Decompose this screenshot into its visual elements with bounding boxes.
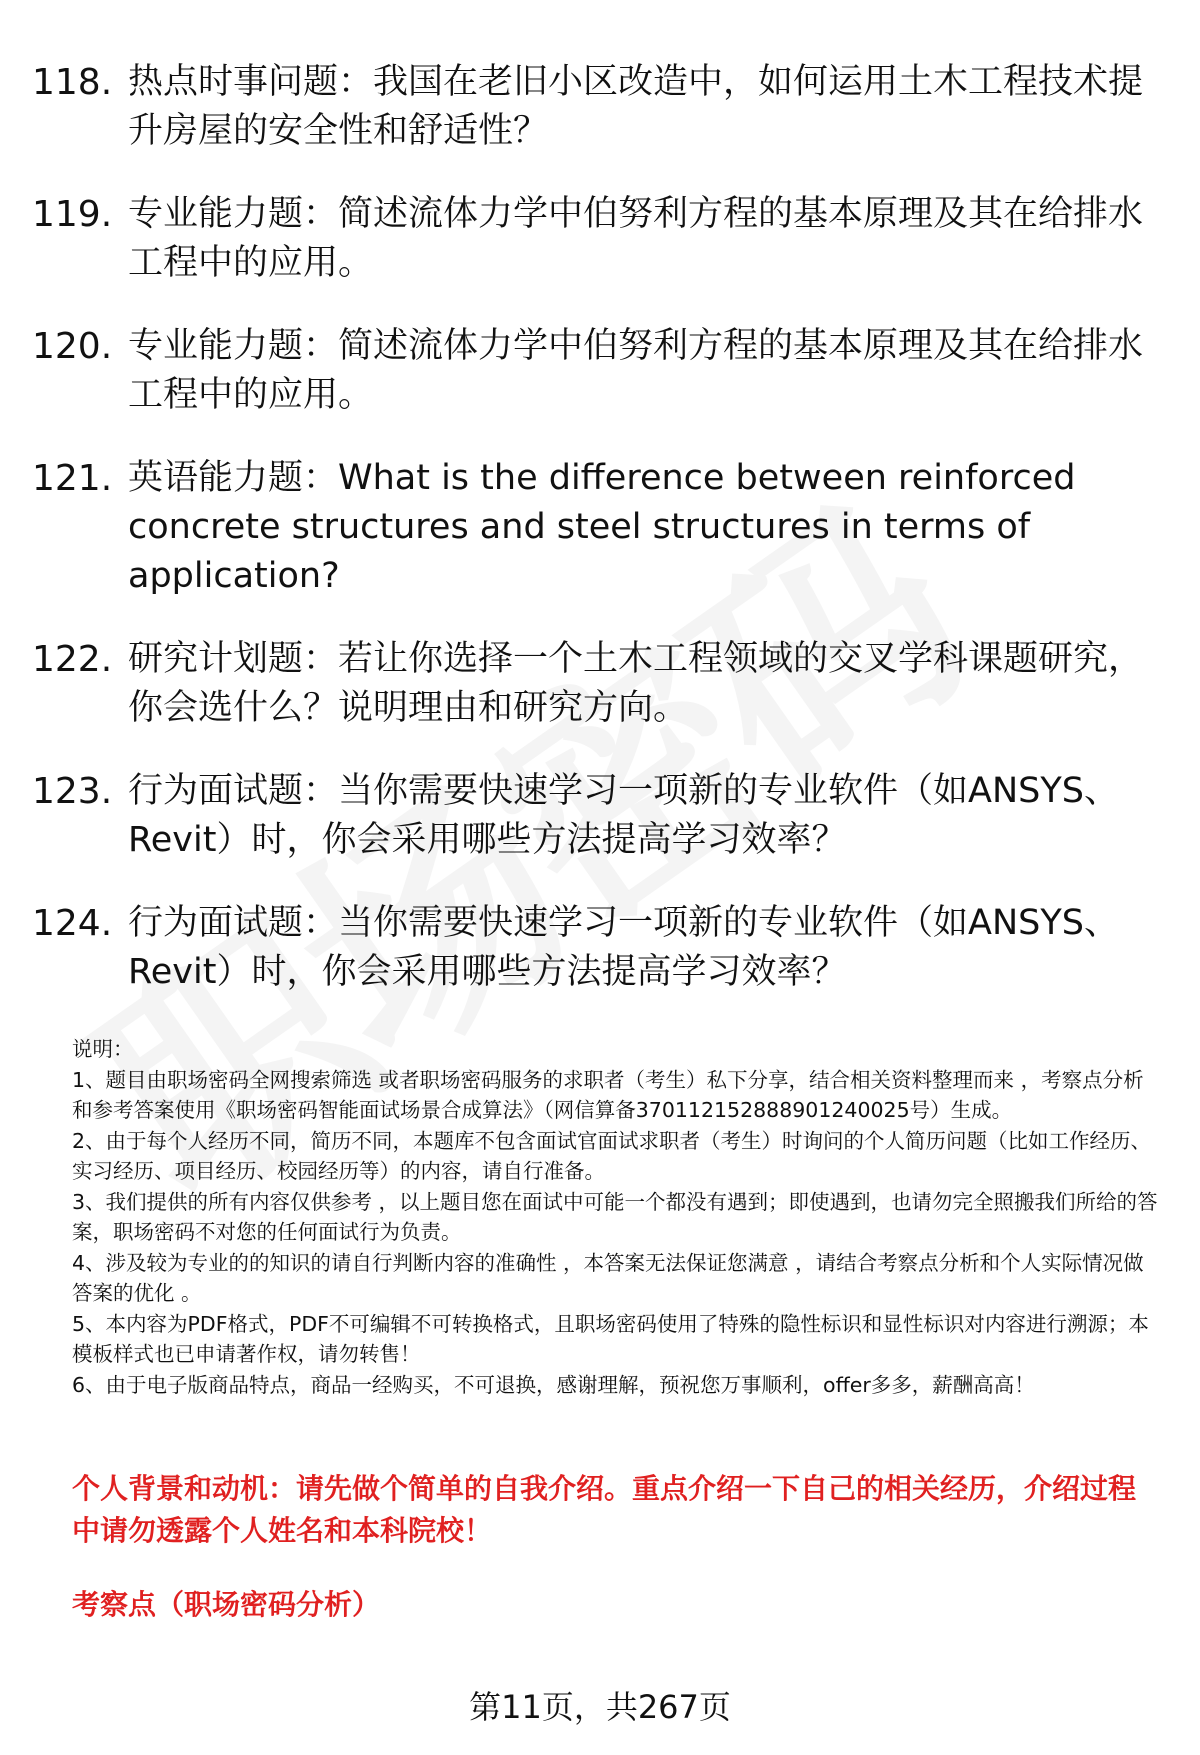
question-text: 行为面试题：当你需要快速学习一项新的专业软件（如ANSYS、Revit）时，你会采用哪些方法提高学习效率？ (128, 771, 1119, 860)
question-text: 研究计划题：若让你选择一个土木工程领域的交叉学科课题研究，你会选什么？说明理由和研究方向。 (128, 639, 1144, 728)
notes-title: 说明： (72, 1037, 134, 1061)
question-item (32, 58, 1152, 156)
question-text: 热点时事问题：我国在老旧小区改造中，如何运用土木工程技术提升房屋的安全性和舒适性？ (128, 62, 1144, 151)
note-item: 2、由于每个人经历不同，简历不同，本题库不包含面试官面试求职者（考生）时询问的个人简历问题（比如工作经历、实习经历、项目经历、校园经历等）的内容，请自行准备。 (72, 1128, 1152, 1183)
question-list (32, 58, 1152, 1031)
question-number: 118. (32, 62, 113, 103)
question-item (32, 899, 1152, 997)
question-number: 123. (32, 771, 113, 812)
note-item: 4、涉及较为专业的的知识的请自行判断内容的准确性 ，本答案无法保证您满意 ，请结合考察点分析和个人实际情况做答案的优化 。 (72, 1250, 1144, 1305)
question-number: 122. (32, 639, 113, 680)
question-item (32, 454, 1152, 601)
question-number: 119. (32, 194, 113, 235)
question-number: 121. (32, 458, 113, 499)
question-item (32, 635, 1152, 733)
question-item (32, 190, 1152, 288)
question-number: 120. (32, 326, 113, 367)
page-footer: 第11页，共267页 (469, 1688, 731, 1726)
question-item (32, 322, 1152, 420)
question-text: 英语能力题：What is the difference between reinforced concrete structures and steel structures in terms of application? (128, 458, 1076, 596)
note-item: 6、由于电子版商品特点，商品一经购买，不可退换，感谢理解，预祝您万事顺利，offer多多，薪酬高高！ (72, 1372, 1035, 1397)
question-text: 专业能力题：简述流体力学中伯努利方程的基本原理及其在给排水工程中的应用。 (128, 326, 1144, 415)
question-number: 124. (32, 903, 113, 944)
note-item: 1、题目由职场密码全网搜索筛选 或者职场密码服务的求职者（考生）私下分享，结合相关资料整理而来 ，考察点分析和参考答案使用《职场密码智能面试场景合成算法》（网信算备370112152888901240025号）生成。 (72, 1067, 1144, 1122)
exam-point-heading: 考察点（职场密码分析） (72, 1588, 381, 1621)
question-text: 专业能力题：简述流体力学中伯努利方程的基本原理及其在给排水工程中的应用。 (128, 194, 1144, 283)
note-item: 5、本内容为PDF格式，PDF不可编辑不可转换格式，且职场密码使用了特殊的隐性标识和显性标识对内容进行溯源；本模板样式也已申请著作权，请勿转售！ (72, 1311, 1149, 1366)
note-item: 3、我们提供的所有内容仅供参考 ，以上题目您在面试中可能一个都没有遇到；即使遇到，也请勿完全照搬我们所给的答案，职场密码不对您的任何面试行为负责。 (72, 1189, 1158, 1244)
notes-section (72, 1034, 1162, 1400)
question-text: 行为面试题：当你需要快速学习一项新的专业软件（如ANSYS、Revit）时，你会采用哪些方法提高学习效率？ (128, 903, 1119, 992)
personal-background-question: 个人背景和动机：请先做个简单的自我介绍。重点介绍一下自己的相关经历，介绍过程中请勿透露个人姓名和本科院校！ (72, 1472, 1137, 1547)
question-item (32, 767, 1152, 865)
